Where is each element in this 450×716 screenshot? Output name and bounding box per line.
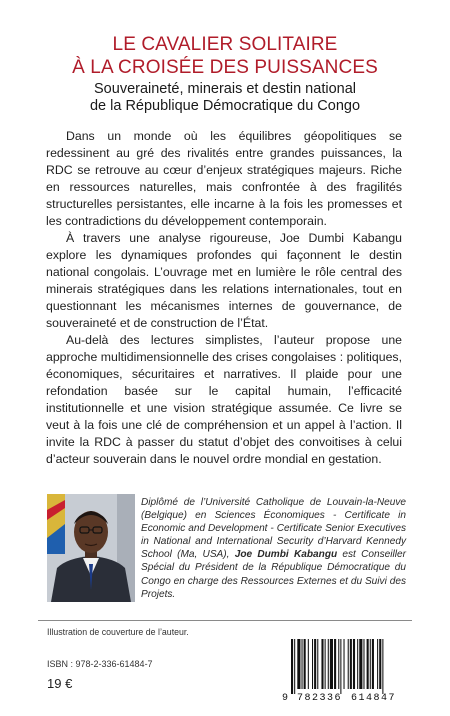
cover-credit: Illustration de couverture de l’auteur. — [47, 627, 189, 637]
book-title-line-2: À LA CROISÉE DES PUISSANCES — [72, 57, 378, 78]
book-subtitle-line-1: Souveraineté, minerais et destin national — [94, 81, 356, 97]
barcode-graphic — [281, 637, 412, 702]
barcode-digit-first: 9 — [282, 693, 289, 702]
barcode-bar — [377, 639, 378, 689]
isbn: ISBN : 978-2-336-61484-7 — [47, 659, 153, 669]
barcode-bar — [348, 639, 349, 689]
barcode-bar — [328, 639, 329, 689]
barcode-bar — [379, 639, 381, 689]
author-name: Joe Dumbi Kabangu — [234, 549, 338, 561]
footer-divider — [38, 620, 412, 621]
barcode-bars — [291, 639, 383, 694]
barcode-bar — [291, 639, 293, 694]
barcode-bar — [330, 639, 333, 689]
barcode-bar — [359, 639, 362, 689]
barcode-bar — [370, 639, 371, 689]
barcode-bar — [334, 639, 336, 689]
isbn-barcode — [281, 637, 412, 702]
blurb-paragraph-3: Au-delà des lectures simplistes, l’auteur propose une approche multidimensionnelle des crises congolaises : politiques, économiques, sécuritaires et narratives. Il plaide pour une refondation basée sur le capital humain, l’efficacité institutionnelle et une vision stratégique assumée. Ce livre se veut à la fois une clé de compréhension et un appel à l’action. Il invite la RDC à passer du statut d’objet des convoitises à celui d’acteur souverain dans le nouvel ordre mondial en gestation. — [46, 333, 402, 466]
price: 19 € — [47, 676, 73, 691]
barcode-bar — [317, 639, 318, 689]
barcode-bar — [367, 639, 369, 689]
bio-role: est Conseiller Spécial du Président de la République Démocratique du Congo en charge des Ressources Externes et du Suivi des Projets. — [141, 549, 406, 600]
bio-credentials: Diplômé de l’Université Catholique de Louvain-la-Neuve (Belgique) en Sciences Économiques - Certificate in Economic and Development - Certificate Senior Executives in National and International Security d’Harvard Kennedy School (Ma, USA), — [141, 497, 406, 561]
author-photo — [47, 494, 135, 602]
barcode-bar — [357, 639, 358, 689]
barcode-bar — [308, 639, 309, 689]
back-cover-blurb — [46, 128, 402, 468]
barcode-bar — [314, 639, 316, 689]
barcode-bar — [372, 639, 374, 689]
blurb-paragraph-1: Dans un monde où les équilibres géopolitiques se redessinent au gré des rivalités entre grandes puissances, la RDC se retrouve au cœur d’enjeux stratégiques majeurs. Riche en ressources naturelles, mais confrontée à des fragilités structurelles persistantes, elle incarne à la fois les promesses et les contradictions du développement contemporain. — [46, 129, 402, 228]
barcode-bar — [304, 639, 306, 689]
barcode-bar — [353, 639, 355, 689]
book-subtitle-line-2: de la République Démocratique du Congo — [89, 98, 361, 114]
barcode-bar — [321, 639, 323, 689]
book-title-line-1: LE CAVALIER SOLITAIRE — [112, 34, 338, 55]
barcode-bar — [363, 639, 364, 689]
barcode-bar — [325, 639, 326, 689]
barcode-bar — [294, 639, 295, 694]
barcode-bar — [344, 639, 345, 689]
barcode-bar — [338, 639, 339, 689]
barcode-bar — [340, 639, 341, 694]
author-biography — [141, 496, 406, 601]
blurb-paragraph-2: À travers une analyse rigoureuse, Joe Dumbi Kabangu explore les dynamiques profondes qui façonnent le destin national congolais. L’ouvrage met en lumière le rôle central des minerais stratégiques dans les relations internationales, tout en questionnant les mécanismes internes de gouvernance, de souveraineté et de construction de l’État. — [46, 231, 402, 330]
barcode-bar — [302, 639, 303, 689]
author-portrait-illustration — [47, 494, 135, 602]
barcode-bar — [350, 639, 352, 689]
barcode-bar — [297, 639, 300, 689]
barcode-bar — [382, 639, 383, 694]
barcode-bar — [312, 639, 313, 689]
barcode-digits-right: 614847 — [351, 693, 397, 702]
barcode-digits-left: 782336 — [297, 693, 343, 702]
